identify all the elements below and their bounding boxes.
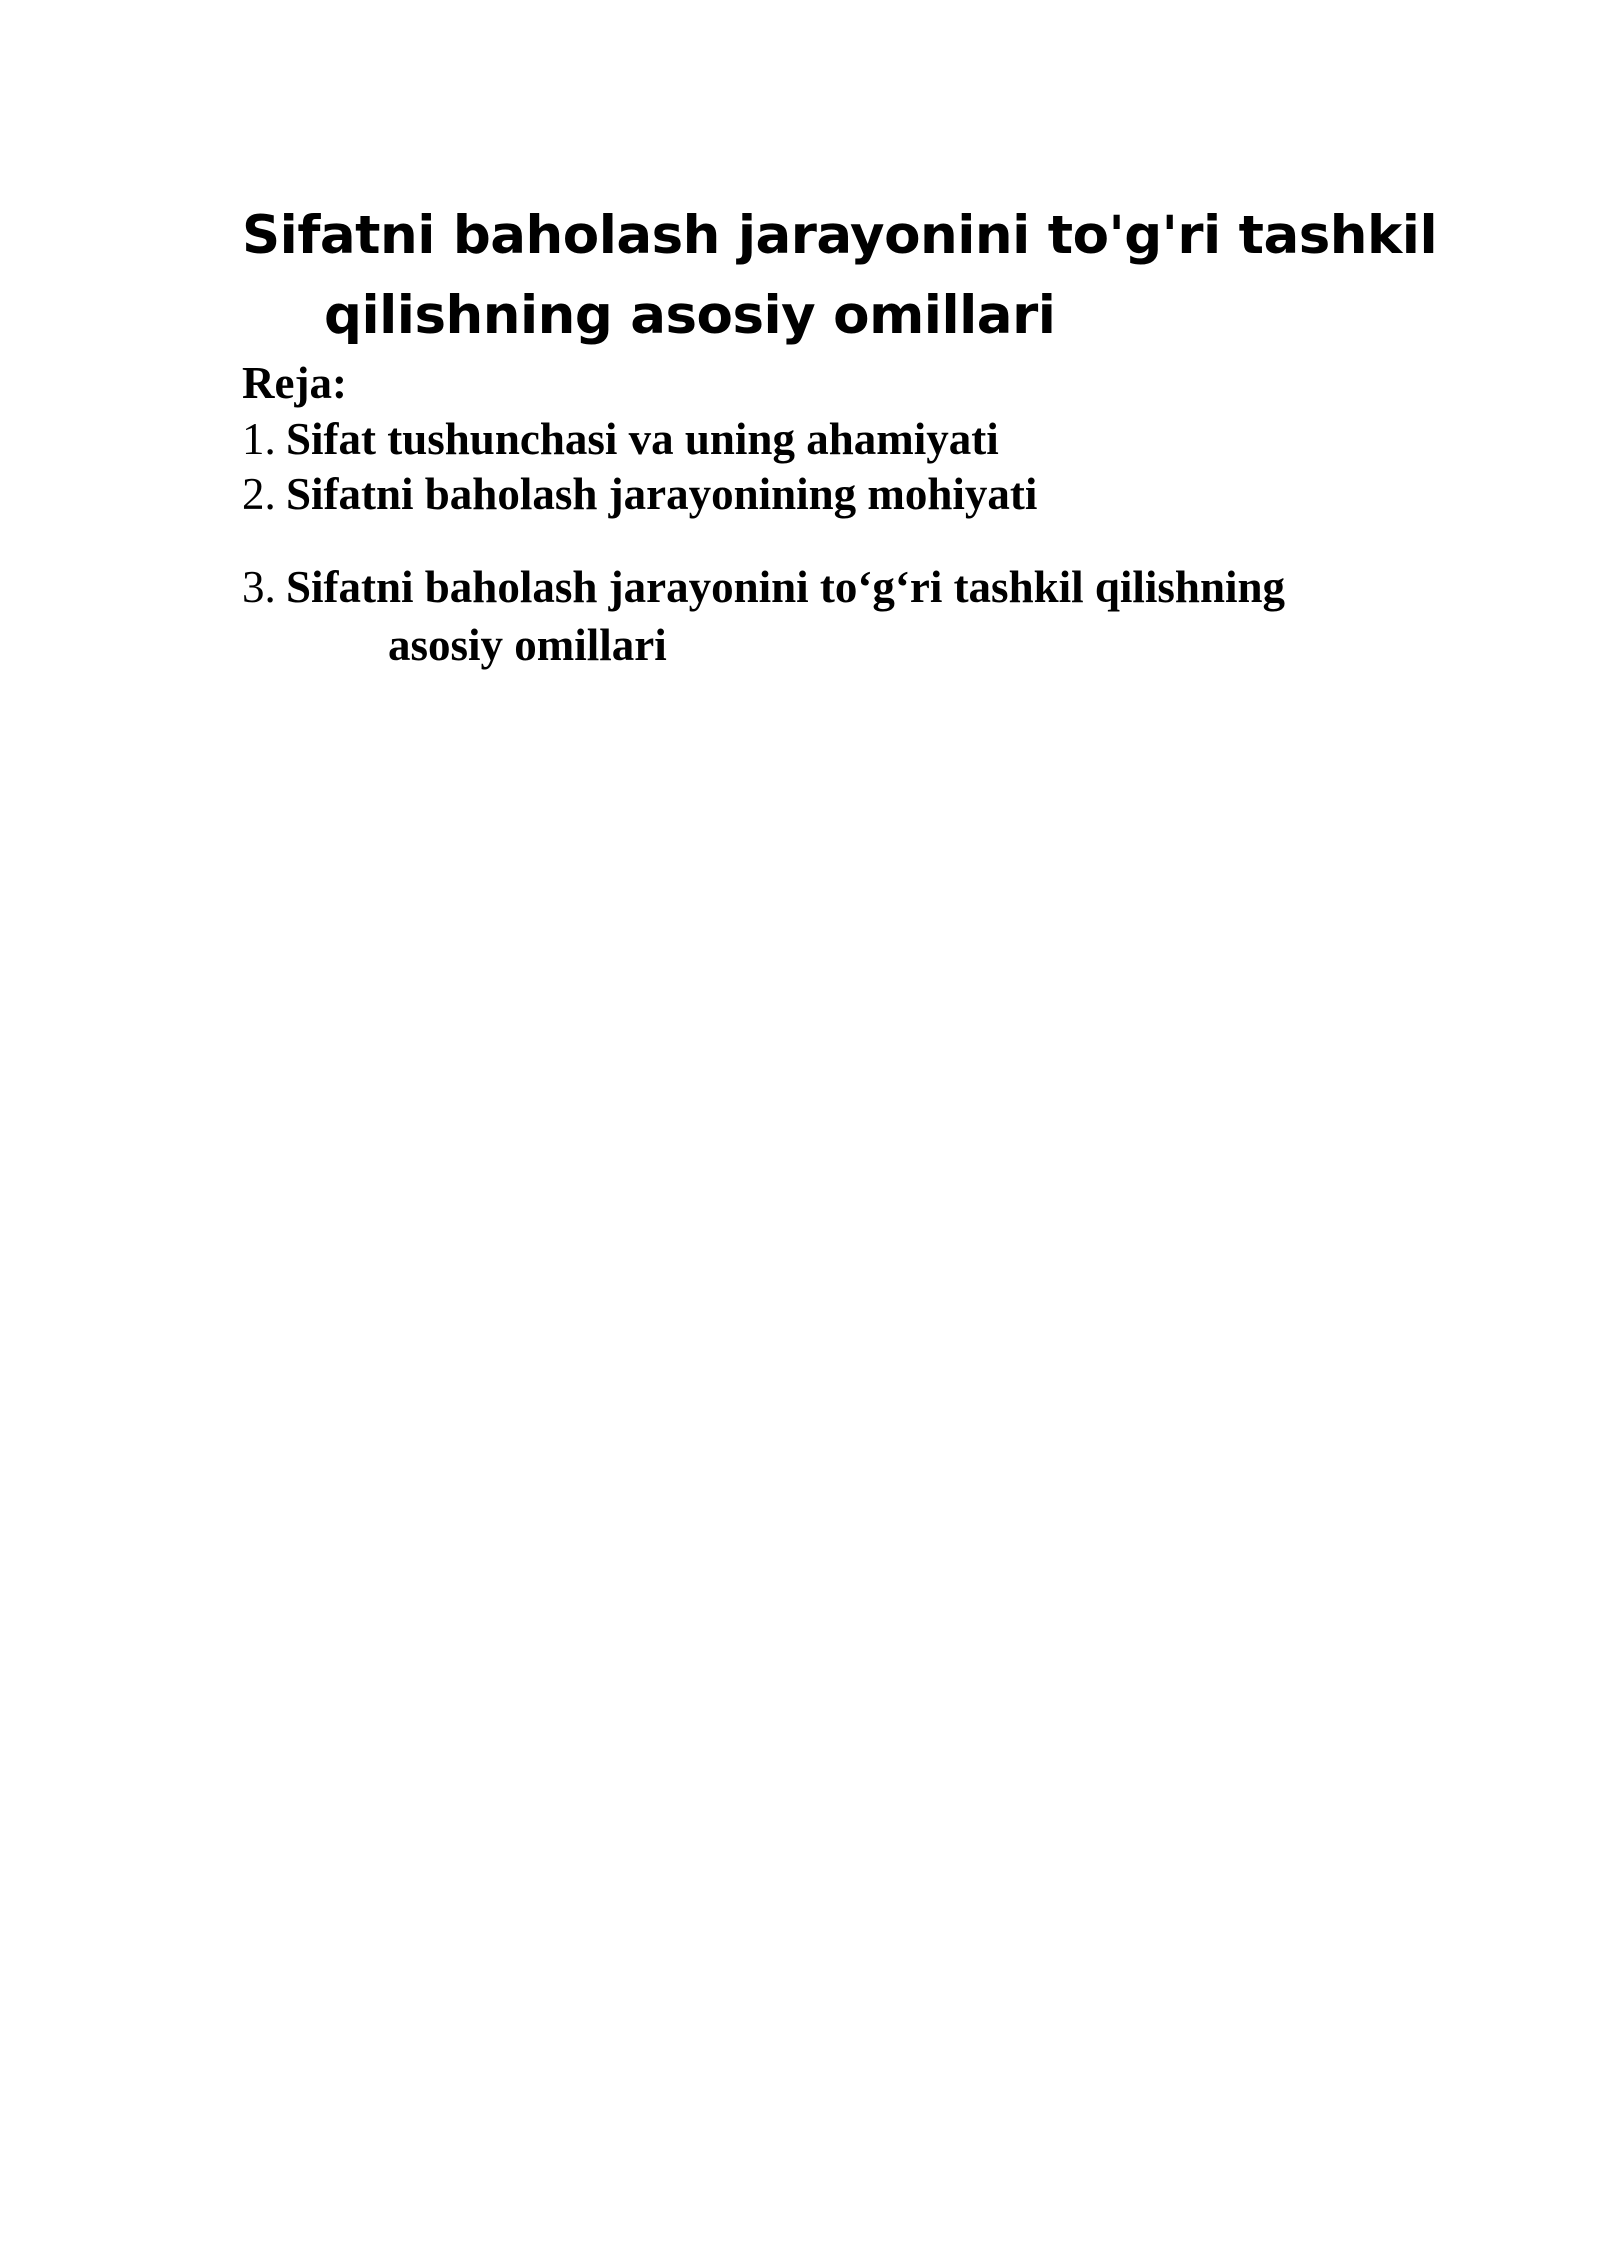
document-title [242,196,1442,356]
plan-item-2 [242,465,1037,523]
plan-item-text: Sifatni baholash jarayonini to‘g‘ri tashkil qilishning [286,562,1286,612]
plan-item-text: Sifat tushunchasi va uning ahamiyati [286,414,999,464]
plan-heading: Reja: [242,358,347,408]
document-title-line-1: Sifatni baholash jarayonini to'g'ri tashkil [242,205,1438,266]
plan-item-number: 3. [242,562,276,612]
plan-item-number: 1. [242,414,276,464]
plan-item-number: 2. [242,469,276,519]
plan-item-3 [242,558,1285,674]
plan-item-1 [242,410,999,468]
document-title-line-2: qilishning asosiy omillari [324,285,1056,346]
plan-item-text-continuation: asosiy omillari [388,620,667,670]
plan-item-text: Sifatni baholash jarayonining mohiyati [286,469,1038,519]
